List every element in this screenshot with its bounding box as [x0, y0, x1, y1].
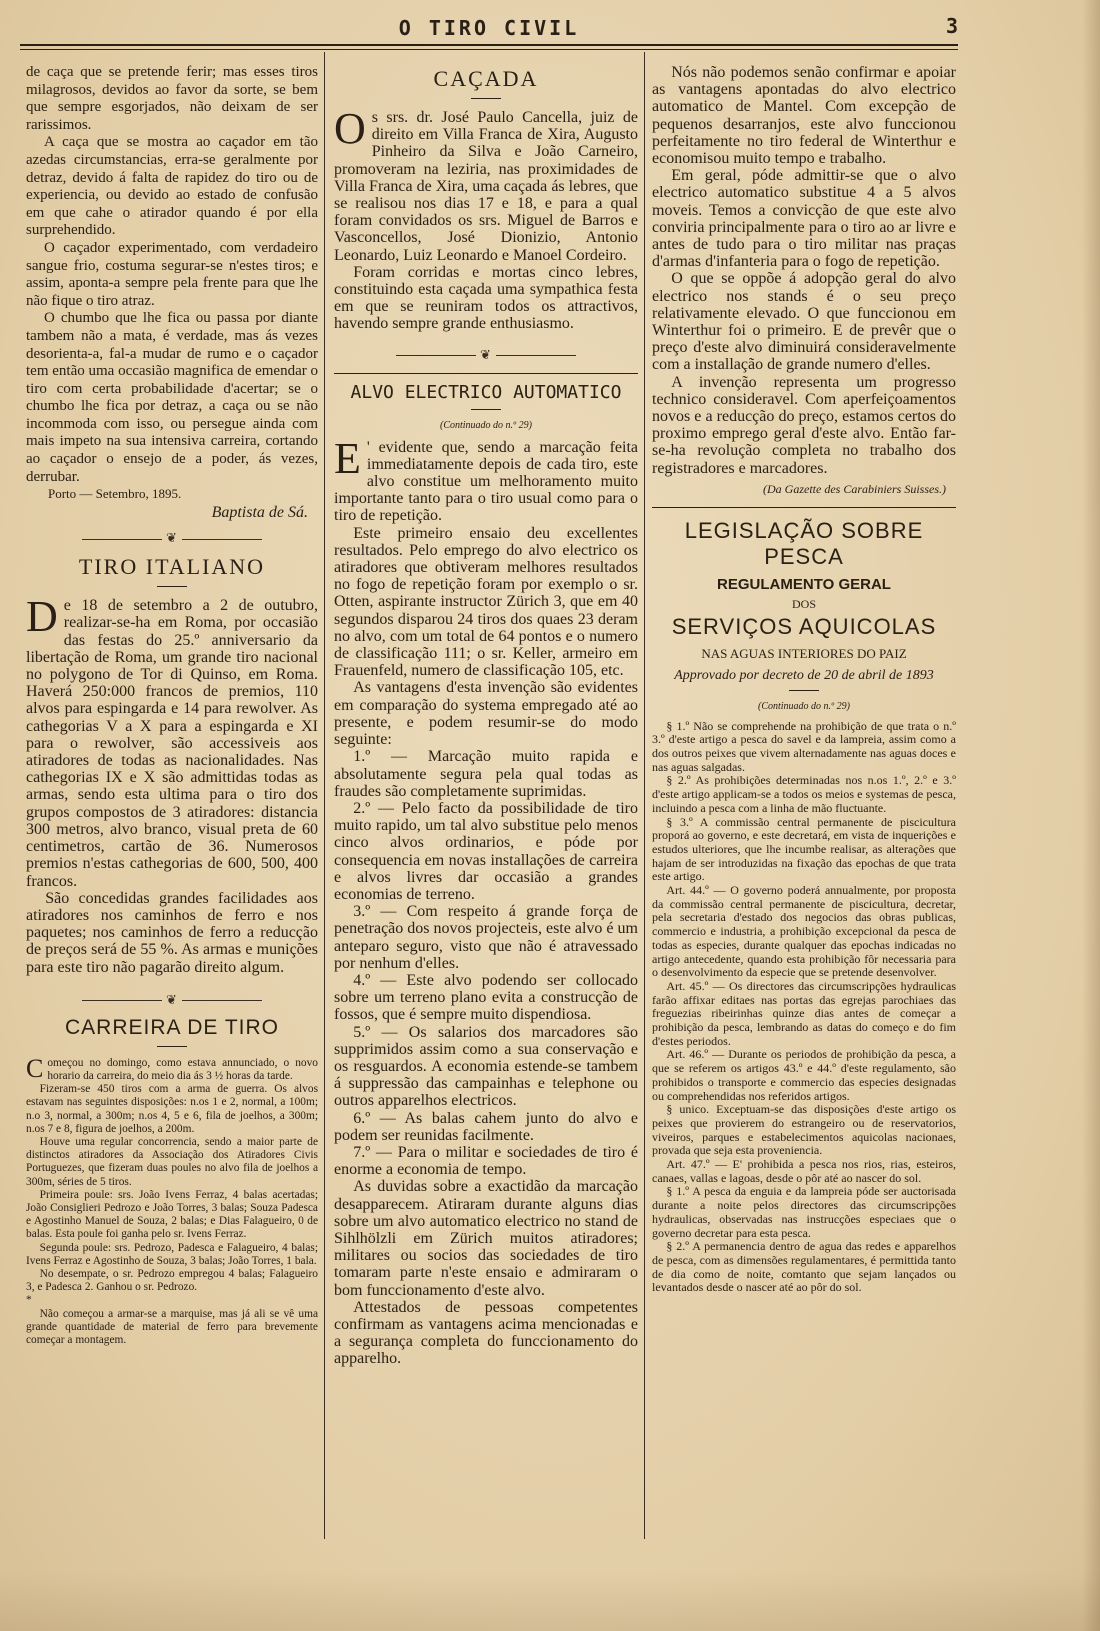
column-1	[26, 64, 318, 1544]
title-dash	[789, 690, 819, 691]
column-divider	[324, 52, 325, 1539]
subtitle-servicos: SERVIÇOS AQUICOLAS	[671, 613, 937, 639]
section-title-legislacao: LEGISLAÇÃO SOBRE PESCA	[684, 517, 924, 569]
paragraph: Não começou a armar-se a marquise, mas já ali se vê uma grande quantidade de material de ferro para brevemente começar a montagem.	[26, 1307, 318, 1346]
paragraph: 3.º — Com respeito á grande força de penetração dos novos projecteis, este alvo é um anteparo seguro, visto que não é atravessado por nenhum d'elles.	[334, 903, 638, 972]
paragraph: de caça que se pretende ferir; mas esses tiros milagrosos, devidos ao favor da sorte, se bem que sempre esgorjados, não deixam de ser rarissimos.	[26, 64, 318, 133]
paragraph: As vantagens d'esta invenção são evidentes em comparação do systema empregado até ao presente, e podem resumir-se do modo seguinte:	[334, 679, 638, 749]
paragraph: e 18 de setembro a 2 de outubro, realizar-se-ha em Roma, por occasião das festas do 25.º anniversario da libertação de Roma, um grande tiro nacional no polygono de Tor di Quinso, em Roma. Haverá 250:000 francos de premios, 110 alvos para espingarda e 14 para rewolver. As cathegorias V a X para a espingarda e XI para o rewolver, são accessiveis aos atiradores de todas as nacionalidades. Nas cathegorias IX e X são admittidas todas as armas, sendo esta ultima para o tiro dos grupos compostos de 3 atiradores: distancia 300 metros, alvo branco, visual preta de 60 centimetros, cartão de 36. Numerosos premios n'estas cathegorias de 600, 500, 400 francos.	[26, 597, 318, 890]
paragraph: 6.º — As balas cahem junto do alvo e podem ser reunidas facilmente.	[334, 1109, 638, 1144]
paragraph: Primeira poule: srs. João Ivens Ferraz, 4 balas acertadas; João Consiglieri Pedrozo e João Torres, 3 balas; Souza Padesca e Agostinho Manuel de Souza, 2 balas; e Dias Falagueiro, 0 de balas. Esta poule foi ganha pelo sr. Ivens Ferraz.	[26, 1188, 318, 1241]
paragraph: Art. 47.º — E' prohibida a pesca nos rios, rias, esteiros, canaes, vallas e lagoas, desde o pôr até ao nascer do sol.	[652, 1157, 956, 1185]
carreira-body	[26, 1053, 318, 1083]
subtitle-aguas: NAS AGUAS INTERIORES DO PAIZ	[701, 645, 907, 661]
paragraph: Art. 46.º — Durante os periodos de prohibição da pesca, a que se referem os artigos 43.º e 44.º d'este regulamento, são prohibidos o transporte e commercio das especies designadas ou comprehendidas nos referidos artigos.	[652, 1047, 956, 1103]
asterism: *	[26, 1294, 32, 1307]
ornament-divider: ❦	[26, 992, 318, 1008]
paragraph: O chumbo que lhe fica ou passa por diante tambem não a mata, é verdade, mas ás vezes desorienta-a, fal-a mudar de rumo e o caçador tem então uma occasião magnifica de emendar o tiro com certa probabilidade d'acertar; se o chumbo lhe fica por detraz, a caça ou se não incommoda com isso, ou persegue ainda com mais impeto na sua intensiva carreira, cortando ao caçador o ensejo de a poder, ás vezes, derrubar.	[26, 310, 318, 485]
ornament-divider: ❦	[26, 530, 318, 546]
paragraph: 2.º — Pelo facto da possibilidade de tiro muito rapido, um tal alvo substitue pelo menos cinco alvos ordinarios, e póde por consequencia em novas installações de carreira e alvos livres dar occasião a grandes economias de terreno.	[334, 799, 638, 903]
paragraph: § 2.º As prohibições determinadas nos n.os 1.º, 2.º e 3.º d'este artigo applicam-se a todos os meios e systemas de pesca, incluindo a pesca com a linha de mão fluctuante.	[652, 773, 956, 815]
paragraph: No desempate, o sr. Pedrozo empregou 4 balas; Falagueiro 3, e Padesca 2. Ganhou o sr. Pedrozo.	[26, 1267, 318, 1294]
page-foot-shading	[0, 1571, 1100, 1631]
paragraph: 1.º — Marcação muito rapida e absolutamente segura pela qual todas as fraudes são completamente suprimidas.	[334, 748, 638, 800]
drop-cap: E	[334, 433, 361, 483]
source-credit: (Da Gazette des Carabiniers Suisses.)	[763, 481, 946, 496]
paragraph: omeçou no domingo, como estava annunciado, o novo horario da carreira, do meio dia ás 3 ½ horas da tarde.	[47, 1056, 318, 1082]
drop-cap: D	[26, 592, 58, 642]
paragraph: Attestados de pessoas competentes confirmam as vantagens acima mencionadas e a segurança completa do funccionamento do apparelho.	[334, 1298, 638, 1368]
paragraph: A invenção representa um progresso technico consideravel. Com aperfeiçoamentos novos e a reducção do preço, estamos certos do proximo emprego geral d'este alvo. Então far-se-ha revolução completa no trabalho dos registradores e marcadores.	[652, 373, 956, 477]
section-title-cacada: CAÇADA	[433, 66, 539, 91]
newspaper-title: O TIRO CIVIL	[398, 16, 580, 40]
section-rule	[652, 507, 956, 508]
continued-note: (Continuado do n.º 29)	[758, 700, 850, 712]
subtitle-regulamento: REGULAMENTO GERAL	[717, 575, 891, 593]
subtitle-dos: DOS	[791, 596, 816, 611]
header-rule	[20, 44, 958, 46]
paragraph: Fizeram-se 450 tiros com a arma de guerra. Os alvos estavam nas seguintes disposições: n.os 1 e 2, normal, a 100m; n.o 3, normal, a 300m; n.os 4, 5 e 6, fila de joelhos, a 300m; n.os 7 e 8, figura de joelhos, a 200m.	[26, 1083, 318, 1135]
paragraph: s srs. dr. José Paulo Cancella, juiz de direito em Villa Franca de Xira, Augusto Pinheiro da Silva e João Carneiro, promoveram na leziria, nas proximidades de Villa Franca de Xira, uma caçada ás lebres, que se realisou nos dias 17 e 18, e para a qual foram convidados os srs. Miguel de Barros e Vasconcellos, José Dionizio, Antonio Leonardo, Luiz Leonardo e Manoel Cordeiro.	[334, 109, 638, 264]
paragraph: Nós não podemos senão confirmar e apoiar as vantagens apontadas do alvo electrico automatico de Mantel. Com excepção de pequenos desarranjos, este alvo funccionou perfeitamente no tiro federal de Winterthur e economisou muito tempo e trabalho.	[652, 64, 956, 168]
drop-cap: O	[334, 104, 366, 153]
drop-cap: C	[26, 1053, 44, 1083]
paragraph: A caça que se mostra ao caçador em tão azedas circumstancias, erra-se geralmente por detraz, devido á falta de rapidez do tiro ou de experiencia, ou devido ao estado de confusão em que cahe o atirador quando é por ella surprehendido.	[26, 134, 318, 239]
paragraph: O caçador experimentado, com verdadeiro sangue frio, costuma segurar-se n'estes tiros; e assim, aponta-a sempre pela frente para que lhe não fique o tiro atraz.	[26, 239, 318, 309]
paragraph: § 2.º A permanencia dentro de agua das redes e apparelhos de pesca, com as dimensões regulamentares, é permittida tanto de dia como de noite, comtanto que sejam lançados ou levantados desde o nascer até ao pôr do sol.	[652, 1239, 956, 1295]
column-3	[652, 64, 956, 1544]
column-divider	[644, 52, 645, 1539]
page-number: 3	[945, 14, 958, 38]
paragraph: Este primeiro ensaio deu excellentes resultados. Pelo emprego do alvo electrico os atiradores que obtiveram melhores resultados no fogo de repetição foram por exemplo o sr. Otten, aspirante instructor Zürich 3, que em 40 segundos disparou 24 tiros dos quaes 23 deram no alvo, com um total de 64 pontos e o numero de classificação 111; o sr. Keller, armeiro em Frauenfeld, numero de classificação 105, etc.	[334, 524, 638, 680]
paragraph: Segunda poule: srs. Pedrozo, Padesca e Falagueiro, 4 balas; Ivens Ferraz e Agostinho de Souza, 3 balas; João Torres, 1 bala.	[26, 1241, 318, 1267]
dateline: Porto — Setembro, 1895.	[48, 486, 182, 502]
paragraph: Em geral, póde admittir-se que o alvo electrico automatico substitue 4 a 5 alvos moveis. Temos a convicção de que este alvo conviria principalmente para o tiro ao ar livre e antes de tudo para o tiro militar nas praças d'armas d'infanteria para o fogo de repetição.	[652, 167, 956, 271]
paragraph: 4.º — Este alvo podendo ser collocado sobre um terreno plano evita a construcção de fossos, que é sempre muito dispendiosa.	[334, 971, 638, 1024]
paragraph: 5.º — Os salarios dos marcadores são supprimidos assim como a sua conservação e os resguardos. A economia estende-se tambem á suppressão das campainhas e telephone ou outros apparelhos electricos.	[334, 1023, 638, 1110]
paragraph: § 1.º Não se comprehende na prohibição de que trata o n.º 3.º d'este artigo a pesca do savel e da lampreia, assim como a dos outros peixes que vivem alternadamente nas aguas doces e nas aguas salgadas.	[652, 718, 956, 774]
paragraph: § unico. Exceptuam-se das disposições d'este artigo os peixes que provierem do estrangeiro ou de reservatorios, viveiros, parques e estabelecimentos aquicolas nacionaes, provada que seja esta proveniencia.	[652, 1102, 956, 1158]
paragraph: São concedidas grandes facilidades aos atiradores nos caminhos de ferro e nos paquetes; nos caminhos de ferro a reducção de preços será de 55 %. As armas e munições para este tiro não pagarão direito algum.	[26, 889, 318, 976]
section-rule	[334, 373, 638, 374]
section-title-carreira: CARREIRA DE TIRO	[65, 1015, 279, 1039]
title-dash	[157, 1046, 187, 1047]
paragraph: As duvidas sobre a exactidão da marcação desapparecem. Atiraram durante alguns dias sobre um alvo automatico electrico no stand de Sihlhölzli em Zürich muitos atiradores; militares ou socios das sociedades de tiro tomaram parte n'este ensaio e admiraram o bom funccionamento d'este alvo.	[334, 1178, 638, 1299]
paragraph: § 3.º A commissão central permanente de piscicultura proporá ao governo, e este decretará, em vista de inquerições e estudos ulteriores, que lhe incumbe realisar, as alterações que hajam de ser introduzidas na fixação das epochas de que trata este artigo.	[652, 814, 956, 884]
page-header	[20, 10, 958, 44]
continued-note: (Continuado do n.º 29)	[440, 419, 532, 431]
title-dash	[471, 409, 501, 410]
paragraph: ' evidente que, sendo a marcação feita immediatamente depois de cada tiro, este alvo constitue um melhoramento muito importante tanto para o tiro usual como para o tiro de repetição.	[334, 438, 638, 525]
paragraph: Houve uma regular concorrencia, sendo a maior parte de distinctos atiradores da Associação dos Atiradores Civis Portuguezes, que fizeram duas poules no alvo fila de joelhos a 300m, séries de 5 tiros.	[26, 1135, 318, 1188]
paragraph: Foram corridas e mortas cinco lebres, constituindo esta caçada uma sympathica festa em que se reuniram todos os attractivos, havendo sempre grande enthusiasmo.	[334, 263, 638, 333]
section-title-alvo: ALVO ELECTRICO AUTOMATICO	[350, 381, 622, 403]
title-dash	[471, 98, 501, 99]
subtitle-decreto: Approvado por decreto de 20 de abril de 1893	[674, 667, 934, 683]
title-dash	[157, 586, 187, 587]
paragraph: Art. 45.º — Os directores das circumscripções hydraulicas farão affixar editaes nas portas das egrejas parochiaes das freguezias ribeirinhas quinze dias antes de começar a prohibição da pesca, lembrando as datas do começo e do fim d'estes periodos.	[652, 978, 956, 1048]
column-2	[334, 62, 638, 1544]
header-rule-thin	[20, 49, 958, 50]
tiro-italiano-body	[26, 592, 318, 890]
cacada-body	[334, 104, 638, 264]
paragraph: § 1.º A pesca da enguia e da lampreia póde ser auctorisada durante a noite pelos directores das circumscripções hydraulicas, observadas nas instrucções especiaes que o governo decretar para esta pesca.	[652, 1184, 956, 1240]
paragraph: 7.º — Para o militar e sociedades de tiro é enorme a economia de tempo.	[334, 1143, 638, 1179]
paragraph: O que se oppõe á adopção geral do alvo electrico nos stands é o seu preço relativamente elevado. O que funccionou em Winterthur foi o primeiro. E de prevêr que o preço d'este alvo diminuirá consideravelmente com a installação de grande numero d'elles.	[652, 270, 956, 374]
page-edge-shading	[1082, 0, 1100, 1631]
paragraph: Art. 44.º — O governo poderá annualmente, por proposta da commissão central permanente de piscicultura, decretar, pela secretaria d'estado dos negocios das obras publicas, commercio e industria, a prohibição excepcional da pesca de todas as especies, durante qualquer das epochas indicadas no artigo antecedente, quando esta prohibição fôr necessaria para o desenvolvimento da especie que se pretende desenvolver.	[652, 883, 956, 980]
ornament-divider: ❦	[334, 347, 638, 363]
signature: Baptista de Sá.	[211, 504, 308, 522]
section-title-tiro-italiano: TIRO ITALIANO	[78, 554, 266, 580]
alvo-body	[334, 433, 638, 525]
